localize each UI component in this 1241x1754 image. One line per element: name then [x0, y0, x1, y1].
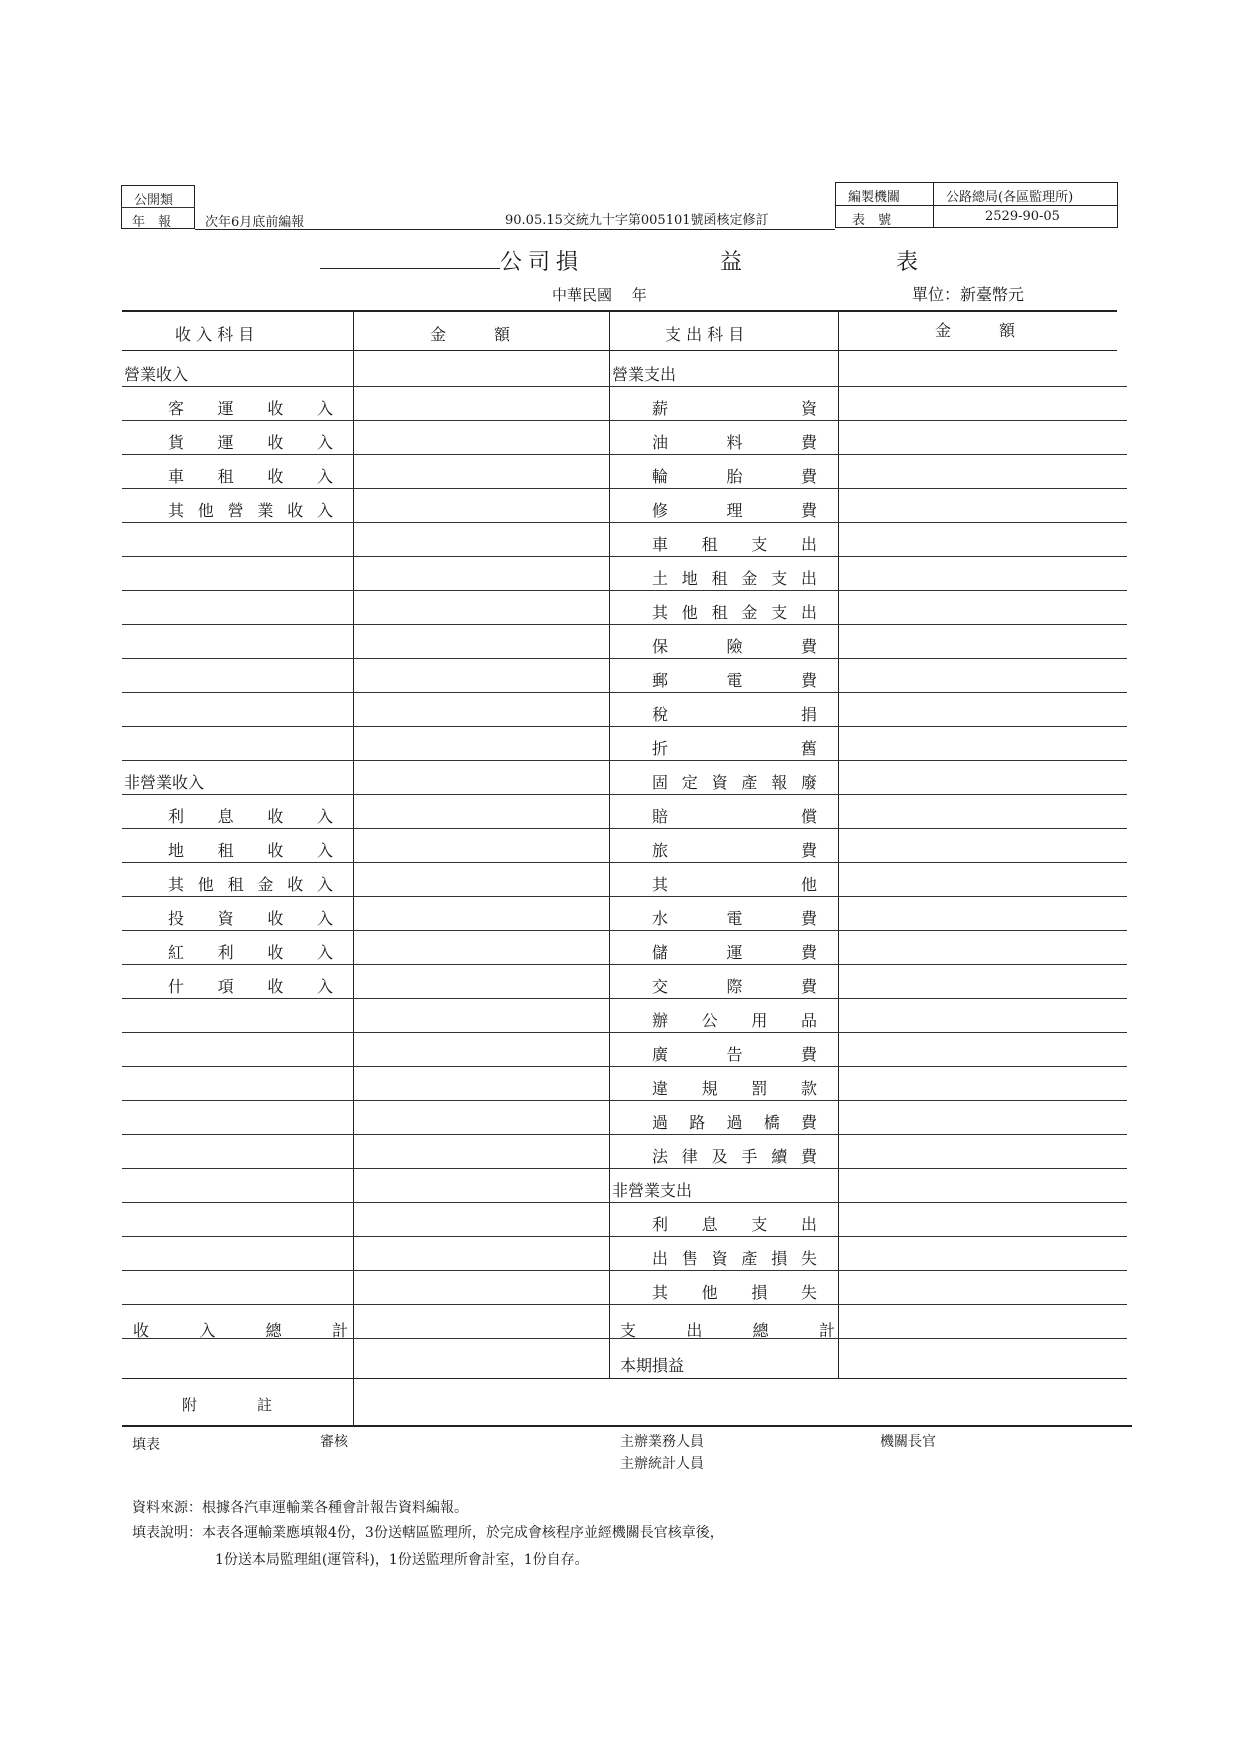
row-line-right-amount	[839, 1100, 1127, 1101]
row-line-left-amount	[354, 1202, 610, 1203]
title-mid: 益	[720, 250, 743, 275]
row-line-right	[610, 386, 839, 387]
row-line-left	[122, 1032, 354, 1033]
expense-item: 固 定 資 產 報 廢	[652, 773, 817, 792]
row-line-right	[610, 1270, 839, 1271]
instructions-line-1: 填表說明：本表各運輸業應填報4份，3份送轄區監理所，於完成會核程序並經機關長官核章後，	[132, 1525, 724, 1541]
row-line-left	[122, 964, 354, 965]
table-bottom-border	[122, 1378, 1127, 1379]
row-line-right	[610, 998, 839, 999]
row-line-left	[122, 522, 354, 523]
row-line-right	[610, 522, 839, 523]
notes-label: 附 註	[182, 1396, 273, 1414]
divider	[835, 205, 1118, 206]
row-line-left-amount	[354, 1066, 610, 1067]
row-line-left	[122, 1134, 354, 1135]
column-divider	[353, 310, 354, 1425]
expense-item: 保 險 費	[652, 637, 817, 656]
row-line-left-amount	[354, 1338, 610, 1339]
row-line-right	[610, 726, 839, 727]
expense-item: 車 租 支 出	[652, 535, 817, 554]
row-line-right-amount	[839, 1134, 1127, 1135]
date-line: 中華民國 年	[552, 286, 647, 304]
expense-item: 辦 公 用 品	[652, 1011, 817, 1030]
instructions-line-2: 1份送本局監理組(運管科)，1份送監理所會計室，1份自存。	[215, 1552, 589, 1568]
expense-item: 土 地 租 金 支 出	[652, 569, 817, 588]
expense-item: 過 路 過 橋 費	[652, 1113, 817, 1132]
row-line-right-amount	[839, 896, 1127, 897]
expense-item: 利 息 支 出	[652, 1215, 817, 1234]
row-line-left	[122, 624, 354, 625]
row-line-left-amount	[354, 522, 610, 523]
row-line-left-amount	[354, 488, 610, 489]
income-item: 其 他 營 業 收 入	[168, 501, 333, 520]
row-line-right-amount	[839, 726, 1127, 727]
row-line-left	[122, 896, 354, 897]
expense-item: 違 規 罰 款	[652, 1079, 817, 1098]
expense-item: 法 律 及 手 續 費	[652, 1147, 817, 1166]
net-profit-label: 本期損益	[620, 1356, 685, 1375]
expense-operating-header: 營業支出	[612, 365, 677, 384]
row-line-left	[122, 1168, 354, 1169]
row-line-right	[610, 454, 839, 455]
row-line-right-amount	[839, 964, 1127, 965]
form-no-label: 表 號	[852, 213, 892, 228]
row-line-right-amount	[839, 386, 1127, 387]
row-line-right-amount	[839, 794, 1127, 795]
row-line-left-amount	[354, 726, 610, 727]
row-line-right-amount	[839, 488, 1127, 489]
header-expense-subject: 支 出 科 目	[665, 325, 745, 344]
row-line-right	[610, 1134, 839, 1135]
header-amount-left: 金 額	[430, 325, 511, 344]
row-line-right-amount	[839, 624, 1127, 625]
row-line-right	[610, 692, 839, 693]
expense-item: 交 際 費	[652, 977, 817, 996]
income-item: 紅 利 收 入	[168, 943, 333, 962]
row-line-right-amount	[839, 1338, 1127, 1339]
row-line-left-amount	[354, 420, 610, 421]
agency-value: 公路總局(各區監理所)	[946, 190, 1074, 205]
row-line-right	[610, 658, 839, 659]
title-suffix: 表	[896, 250, 919, 275]
preparer-label: 填表	[132, 1437, 160, 1453]
row-line-left	[122, 930, 354, 931]
header-income-subject	[175, 322, 305, 345]
row-line-right-amount	[839, 1066, 1127, 1067]
row-line-left	[122, 1270, 354, 1271]
row-line-right-amount	[839, 998, 1127, 999]
row-line-right	[610, 1100, 839, 1101]
row-line-left-amount	[354, 1168, 610, 1169]
row-line-right-amount	[839, 454, 1127, 455]
income-total-label: 收 入 總 計	[133, 1321, 348, 1340]
row-line-right-amount	[839, 556, 1127, 557]
row-line-left-amount	[354, 590, 610, 591]
report-type-label: 年 報	[132, 215, 172, 230]
business-officer-label: 主辦業務人員	[620, 1434, 704, 1450]
row-line-right	[610, 964, 839, 965]
income-item: 地 租 收 入	[168, 841, 333, 860]
row-line-left-amount	[354, 1304, 610, 1305]
row-line-left-amount	[354, 964, 610, 965]
income-item: 車 租 收 入	[168, 467, 333, 486]
row-line-left	[122, 862, 354, 863]
table-top-border	[122, 310, 1117, 312]
income-item: 客 運 收 入	[168, 399, 333, 418]
header-bottom-border	[122, 350, 1117, 351]
row-line-left-amount	[354, 454, 610, 455]
row-line-left-amount	[354, 692, 610, 693]
public-class-label: 公開類	[134, 193, 174, 208]
agency-label: 編製機關	[848, 190, 901, 205]
row-line-right	[610, 1168, 839, 1169]
row-line-right	[610, 828, 839, 829]
expense-item: 水 電 費	[652, 909, 817, 928]
row-line-right-amount	[839, 1202, 1127, 1203]
row-line-left-amount	[354, 794, 610, 795]
company-name-blank	[320, 268, 500, 269]
row-line-left-amount	[354, 896, 610, 897]
row-line-right	[610, 760, 839, 761]
row-line-left	[122, 1066, 354, 1067]
data-source-note: 資料來源：根據各汽車運輸業各種會計報告資料編報。	[132, 1500, 468, 1516]
row-line-left-amount	[354, 862, 610, 863]
row-line-left	[122, 1304, 354, 1305]
row-line-left	[122, 760, 354, 761]
row-line-left-amount	[354, 930, 610, 931]
row-line-left	[122, 386, 354, 387]
row-line-left-amount	[354, 1100, 610, 1101]
row-line-left	[122, 794, 354, 795]
approval-ref: 90.05.15交統九十字第005101號函核定修訂	[505, 213, 769, 228]
row-line-right	[610, 794, 839, 795]
row-line-right	[610, 862, 839, 863]
row-line-left	[122, 692, 354, 693]
income-operating-header: 營業收入	[124, 365, 189, 384]
unit-label: 單位：新臺幣元	[912, 285, 1025, 304]
row-line-right-amount	[839, 760, 1127, 761]
expense-item: 其 他	[652, 875, 817, 894]
row-line-right-amount	[839, 658, 1127, 659]
row-line-left-amount	[354, 1134, 610, 1135]
row-line-left-amount	[354, 624, 610, 625]
row-line-right-amount	[839, 692, 1127, 693]
row-line-left	[122, 828, 354, 829]
row-line-right-amount	[839, 828, 1127, 829]
row-line-left-amount	[354, 1270, 610, 1271]
expense-item: 薪 資	[652, 399, 817, 418]
row-line-right	[610, 930, 839, 931]
row-line-right	[610, 1032, 839, 1033]
expense-item: 其 他 損 失	[652, 1283, 817, 1302]
row-line-right	[610, 590, 839, 591]
deadline-text: 次年6月底前編報	[205, 215, 305, 230]
expense-item: 修 理 費	[652, 501, 817, 520]
row-line-right-amount	[839, 420, 1127, 421]
expense-item: 旅 費	[652, 841, 817, 860]
row-line-right-amount	[839, 590, 1127, 591]
row-line-right-amount	[839, 930, 1127, 931]
row-line-right-amount	[839, 862, 1127, 863]
row-line-left-amount	[354, 998, 610, 999]
expense-non-operating-header: 非營業支出	[612, 1181, 693, 1200]
row-line-right-amount	[839, 1270, 1127, 1271]
row-line-right-amount	[839, 1236, 1127, 1237]
row-line-right-amount	[839, 1168, 1127, 1169]
row-line-left	[122, 590, 354, 591]
row-line-right	[610, 420, 839, 421]
income-item: 利 息 收 入	[168, 807, 333, 826]
expense-item: 稅 捐	[652, 705, 817, 724]
header-amount-right: 金 額	[935, 321, 1016, 340]
row-line-right	[610, 1236, 839, 1237]
stats-officer-label: 主辦統計人員	[620, 1456, 704, 1472]
row-line-left-amount	[354, 760, 610, 761]
row-line-left-amount	[354, 828, 610, 829]
row-line-left	[122, 556, 354, 557]
row-line-left	[122, 1236, 354, 1237]
row-line-right	[610, 896, 839, 897]
income-item: 投 資 收 入	[168, 909, 333, 928]
row-line-right	[610, 624, 839, 625]
row-line-left	[122, 488, 354, 489]
row-line-right	[610, 1304, 839, 1305]
expense-item: 儲 運 費	[652, 943, 817, 962]
expense-item: 廣 告 費	[652, 1045, 817, 1064]
row-line-left	[122, 420, 354, 421]
expense-item: 郵 電 費	[652, 671, 817, 690]
row-line-left-amount	[354, 556, 610, 557]
column-divider	[609, 310, 610, 1379]
expense-item: 其 他 租 金 支 出	[652, 603, 817, 622]
income-item: 什 項 收 入	[168, 977, 333, 996]
head-label: 機關長官	[880, 1434, 936, 1450]
form-no-value: 2529-90-05	[985, 209, 1060, 224]
expense-item: 賠 償	[652, 807, 817, 826]
title-prefix: 公司損	[500, 250, 585, 275]
expense-item: 油 料 費	[652, 433, 817, 452]
income-item: 其 他 租 金 收 入	[168, 875, 333, 894]
expense-item: 出 售 資 產 損 失	[652, 1249, 817, 1268]
reviewer-label: 審核	[320, 1434, 348, 1450]
row-line-left	[122, 658, 354, 659]
expense-total-label: 支 出 總 計	[620, 1321, 835, 1340]
row-line-right-amount	[839, 522, 1127, 523]
row-line-left-amount	[354, 386, 610, 387]
column-divider	[838, 310, 839, 1379]
row-line-left	[122, 1100, 354, 1101]
notes-bottom-border	[122, 1425, 1132, 1427]
row-line-left	[122, 998, 354, 999]
row-line-left-amount	[354, 1032, 610, 1033]
row-line-left	[122, 1202, 354, 1203]
expense-item: 輪 胎 費	[652, 467, 817, 486]
header-income-subject-text: 收 入 科 目	[175, 325, 255, 344]
row-line-right	[610, 1066, 839, 1067]
row-line-right-amount	[839, 1032, 1127, 1033]
income-non-operating-header: 非營業收入	[124, 773, 205, 792]
row-line-left-amount	[354, 1236, 610, 1237]
row-line-right	[610, 1202, 839, 1203]
row-line-left-amount	[354, 658, 610, 659]
row-line-right	[610, 488, 839, 489]
row-line-right-amount	[839, 1304, 1127, 1305]
row-line-left	[122, 726, 354, 727]
row-line-left	[122, 454, 354, 455]
expense-item: 折 舊	[652, 739, 817, 758]
row-line-right	[610, 556, 839, 557]
income-item: 貨 運 收 入	[168, 433, 333, 452]
